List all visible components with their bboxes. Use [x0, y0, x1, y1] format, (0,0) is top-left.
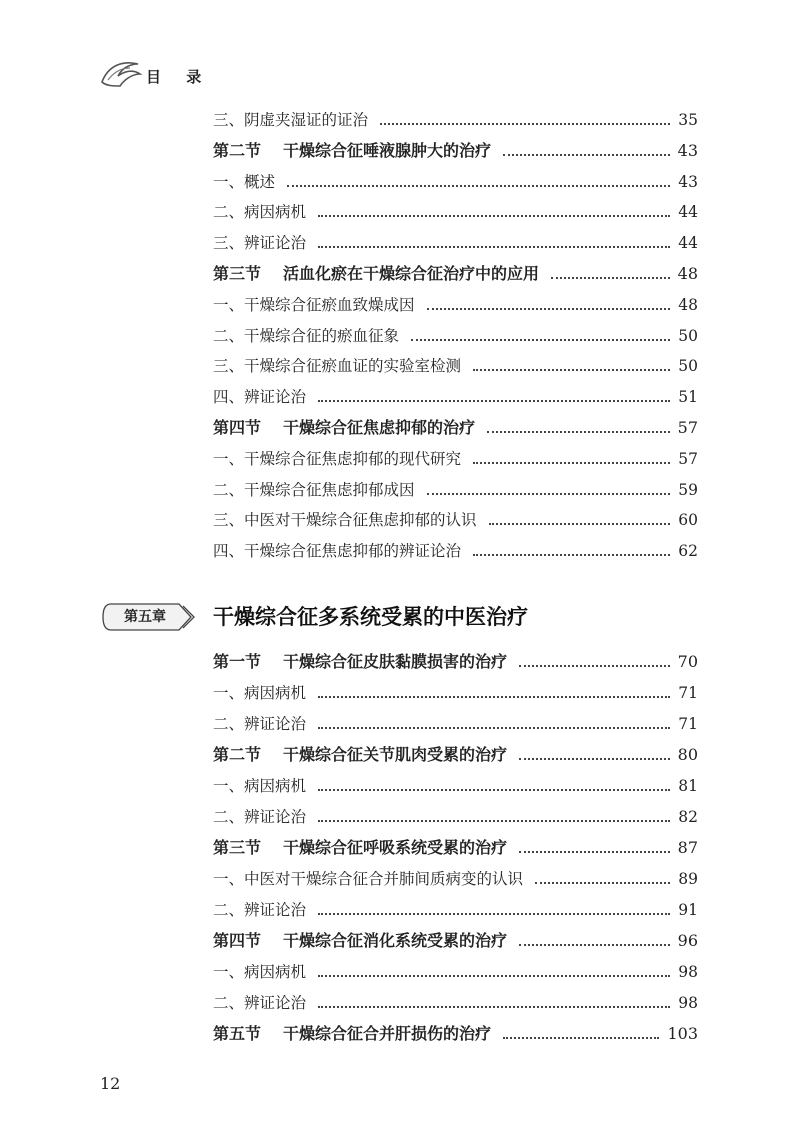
toc-section-number: 第二节: [213, 140, 262, 160]
toc-leader-dots: [519, 944, 670, 946]
toc-entry-title: [213, 1022, 491, 1046]
toc-item-row[interactable]: [213, 539, 698, 563]
toc-entry-title: [213, 262, 539, 286]
toc-entry-title: 一、干燥综合征瘀血致燥成因: [213, 295, 415, 314]
toc-page-number: 48: [677, 264, 698, 283]
toc-entry-title: 二、干燥综合征焦虑抑郁成因: [213, 480, 415, 499]
toc-section-row[interactable]: [213, 1022, 698, 1046]
toc-leader-dots: [318, 820, 670, 822]
toc-item-row[interactable]: [213, 324, 698, 348]
toc-page-number: 70: [677, 652, 698, 671]
toc-leader-dots: [318, 913, 670, 915]
toc-leader-dots: [473, 554, 670, 556]
toc-section-row[interactable]: [213, 836, 698, 860]
toc-page-number: 50: [678, 357, 698, 376]
toc-item-row[interactable]: [213, 354, 698, 378]
toc-page-number: 103: [667, 1024, 698, 1043]
toc-entry-title: 三、中医对干燥综合征焦虑抑郁的认识: [213, 511, 477, 530]
toc-entry-title: 二、辨证论治: [213, 901, 307, 919]
toc-entry-title: [213, 929, 507, 953]
toc-section-title: 干燥综合征消化系统受累的治疗: [283, 931, 508, 950]
toc-page-number: 62: [678, 542, 698, 561]
toc-entry-title: [213, 836, 507, 860]
toc-entry-title: 一、中医对干燥综合征合并肺间质病变的认识: [213, 870, 524, 888]
toc-section-number: 第五节: [213, 1024, 262, 1043]
toc-leader-dots: [519, 665, 670, 667]
toc-leader-dots: [318, 215, 670, 217]
toc-page-number: 98: [678, 963, 698, 981]
toc-entry-title: 一、病因病机: [213, 684, 307, 702]
toc-leader-dots: [503, 1037, 659, 1039]
toc-page-number: 81: [678, 777, 698, 795]
header-title: 目 录: [146, 68, 212, 86]
toc-entry-title: 一、病因病机: [213, 963, 307, 981]
toc-entry-title: 二、病因病机: [213, 203, 307, 222]
toc-item-row[interactable]: [213, 385, 698, 409]
toc-section-title: 干燥综合征焦虑抑郁的治疗: [283, 418, 476, 437]
toc-leader-dots: [411, 339, 670, 341]
toc-entry-title: [213, 139, 491, 163]
toc-section-title: 活血化瘀在干燥综合征治疗中的应用: [283, 264, 540, 283]
toc-item-row[interactable]: [213, 231, 698, 255]
toc-item-row[interactable]: [213, 478, 698, 502]
toc-page-number: 44: [678, 234, 698, 253]
toc-leader-dots: [427, 308, 671, 310]
toc-page-number: 43: [677, 140, 698, 160]
toc-entry-title: [213, 650, 507, 674]
toc-leader-dots: [287, 185, 670, 187]
toc-entry-title: 一、病因病机: [213, 777, 307, 795]
toc-section-number: 第二节: [213, 745, 262, 764]
toc-section-title: 干燥综合征呼吸系统受累的治疗: [283, 838, 508, 857]
toc-section-row[interactable]: [213, 743, 698, 767]
toc-page-number: 80: [677, 745, 698, 764]
toc-page-number: 43: [678, 172, 698, 191]
toc-section-title: 干燥综合征皮肤黏膜损害的治疗: [283, 652, 508, 671]
toc-entry-title: 二、辨证论治: [213, 808, 307, 826]
toc-leader-dots: [318, 727, 670, 729]
toc-page-number: 98: [678, 994, 698, 1012]
toc-page-number: 35: [678, 111, 698, 129]
toc-section-row[interactable]: [213, 650, 698, 674]
toc-item-row[interactable]: [213, 898, 698, 922]
toc-item-row[interactable]: [213, 774, 698, 798]
toc-section-row[interactable]: [213, 929, 698, 953]
toc-leader-dots: [318, 975, 670, 977]
toc-leader-dots: [318, 696, 670, 698]
toc-leader-dots: [380, 123, 670, 125]
toc-section-title: 干燥综合征合并肝损伤的治疗: [283, 1024, 492, 1043]
toc-entry-title: 二、辨证论治: [213, 994, 307, 1012]
page-number: 12: [100, 1074, 121, 1093]
page-header: [100, 56, 300, 96]
toc-entry-title: 二、辨证论治: [213, 715, 307, 733]
toc-item-row[interactable]: [213, 867, 698, 891]
toc-entry-title: 一、干燥综合征焦虑抑郁的现代研究: [213, 449, 462, 468]
toc-leader-dots: [489, 523, 671, 525]
toc-entry-title: 三、辨证论治: [213, 234, 307, 253]
toc-leader-dots: [318, 789, 670, 791]
toc-page-number: 71: [678, 715, 698, 733]
toc-leader-dots: [503, 154, 670, 156]
toc-section-row[interactable]: [213, 139, 698, 163]
toc-entry-title: 四、辨证论治: [213, 388, 307, 407]
toc-page-number: 44: [678, 203, 698, 222]
toc-section-number: 第四节: [213, 418, 262, 437]
toc-page-number: 51: [678, 388, 698, 407]
toc-item-row[interactable]: [213, 991, 698, 1015]
toc-page-number: 71: [678, 684, 698, 702]
toc-page-number: 57: [677, 418, 698, 437]
toc-leader-dots: [473, 462, 670, 464]
toc-item-row[interactable]: [213, 447, 698, 471]
toc-page-number: 82: [678, 808, 698, 826]
toc-item-row[interactable]: [213, 200, 698, 224]
swirl-logo-icon: [100, 56, 144, 90]
toc-item-row[interactable]: [213, 293, 698, 317]
toc-section-number: 第三节: [213, 838, 262, 857]
toc-leader-dots: [473, 369, 670, 371]
toc-section-number: 第一节: [213, 652, 262, 671]
toc-item-row[interactable]: [213, 108, 698, 132]
toc-item-row[interactable]: [213, 508, 698, 532]
toc-leader-dots: [318, 246, 670, 248]
toc-entry-title: 二、干燥综合征的瘀血征象: [213, 326, 400, 345]
toc-entry-title: [213, 416, 475, 440]
toc-section-row[interactable]: [213, 416, 698, 440]
toc-leader-dots: [535, 882, 670, 884]
toc-leader-dots: [318, 400, 670, 402]
toc-page-number: 60: [678, 511, 698, 530]
toc-item-row[interactable]: [213, 805, 698, 829]
toc-page-number: 87: [677, 838, 698, 857]
toc-page-number: 91: [678, 901, 698, 919]
toc-entry-title: 三、阴虚夹湿证的证治: [213, 111, 369, 129]
toc-item-row[interactable]: [213, 712, 698, 736]
chapter-tag: 第五章: [124, 609, 166, 625]
toc-page-number: 57: [678, 449, 698, 468]
toc-leader-dots: [487, 431, 670, 433]
toc-leader-dots: [519, 851, 670, 853]
toc-section-row[interactable]: [213, 262, 698, 286]
toc-entry-title: 四、干燥综合征焦虑抑郁的辨证论治: [213, 542, 462, 561]
toc-page-number: 50: [678, 326, 698, 345]
toc-leader-dots: [551, 277, 670, 279]
toc-page-number: 48: [678, 295, 698, 314]
toc-item-row[interactable]: [213, 960, 698, 984]
toc-section-number: 第三节: [213, 264, 262, 283]
toc-entry-title: 一、概述: [213, 172, 276, 191]
toc-section-number: 第四节: [213, 931, 262, 950]
toc-leader-dots: [318, 1006, 670, 1008]
toc-leader-dots: [427, 493, 671, 495]
toc-section-title: 干燥综合征关节肌肉受累的治疗: [283, 745, 508, 764]
toc-section-title: 干燥综合征唾液腺肿大的治疗: [283, 140, 492, 160]
toc-page-number: 96: [677, 931, 698, 950]
toc-item-row[interactable]: [213, 170, 698, 194]
toc-item-row[interactable]: [213, 681, 698, 705]
chapter-heading: [101, 600, 701, 634]
chapter-title: 干燥综合征多系统受累的中医治疗: [213, 604, 528, 629]
toc-page-number: 59: [678, 480, 698, 499]
toc-entry-title: [213, 743, 507, 767]
toc-page-number: 89: [678, 870, 698, 888]
toc-entry-title: 三、干燥综合征瘀血证的实验室检测: [213, 357, 462, 376]
toc-leader-dots: [519, 758, 670, 760]
